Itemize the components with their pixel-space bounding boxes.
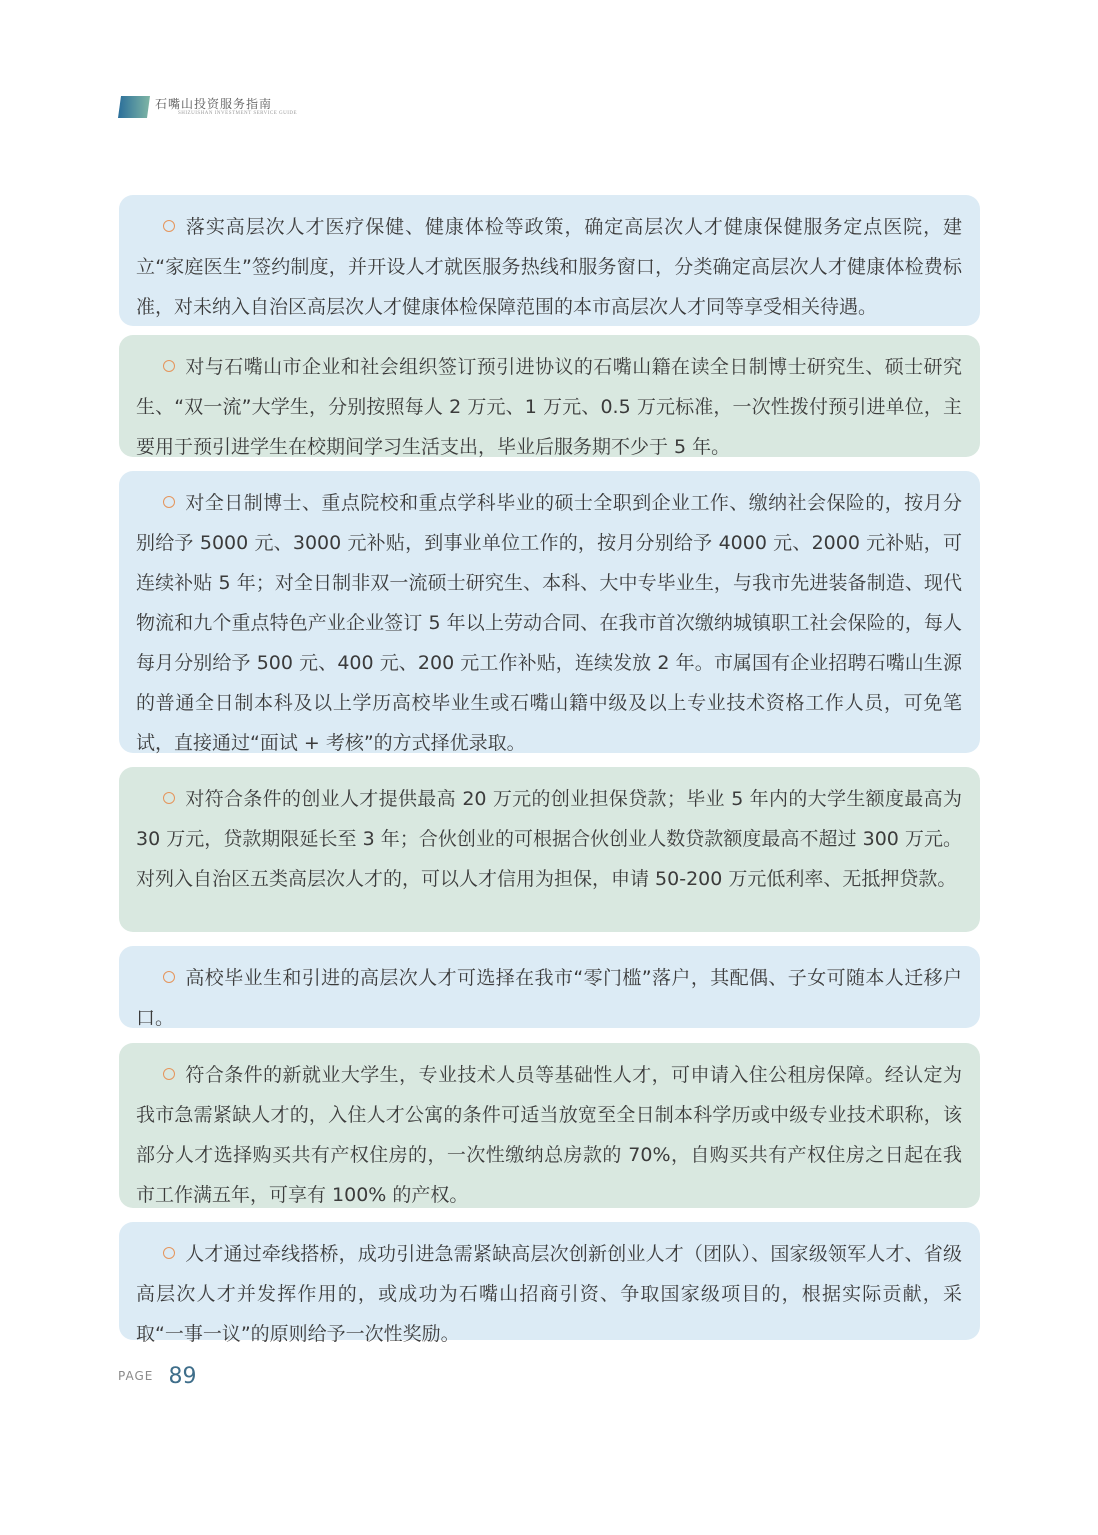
circle-bullet-icon — [163, 1247, 175, 1259]
policy-item — [119, 1222, 980, 1345]
policy-text-block — [136, 207, 962, 327]
header-title: 石嘴山投资服务指南 — [155, 97, 273, 111]
policy-item — [119, 335, 980, 457]
policy-text-block — [136, 483, 962, 763]
page-number: 89 — [168, 1364, 197, 1389]
policy-text-block — [136, 1055, 962, 1215]
policy-text: 人才通过牵线搭桥，成功引进急需紧缺高层次创新创业人才（团队）、国家级领军人才、省级高层次人才并发挥作用的，或成功为石嘴山招商引资、争取国家级项目的，根据实际贡献，采取“一事一议”的原则给予一次性奖励。 — [136, 1243, 962, 1345]
circle-bullet-icon — [163, 360, 175, 372]
policy-item — [119, 195, 980, 326]
circle-bullet-icon — [163, 792, 175, 804]
page-label: PAGE — [118, 1369, 154, 1383]
policy-text: 高校毕业生和引进的高层次人才可选择在我市“零门槛”落户，其配偶、子女可随本人迁移户口。 — [136, 967, 962, 1029]
policy-item — [119, 767, 980, 932]
policy-text-block — [136, 958, 962, 1038]
policy-text: 对全日制博士、重点院校和重点学科毕业的硕士全职到企业工作、缴纳社会保险的，按月分别给予 5000 元、3000 元补贴，到事业单位工作的，按月分别给予 4000 元、2000 元补贴，可连续补贴 5 年；对全日制非双一流硕士研究生、本科、大中专毕业生，与我市先进装备制造、现代物流和九个重点特色产业企业签订 5 年以上劳动合同、在我市首次缴纳城镇职工社会保险的，每人每月分别给予 500 元、400 元、200 元工作补贴，连续发放 2 年。市属国有企业招聘石嘴山生源的普通全日制本科及以上学历高校毕业生或石嘴山籍中级及以上专业技术资格工作人员，可免笔试，直接通过“面试 + 考核”的方式择优录取。 — [136, 492, 962, 754]
policy-text-block — [136, 1234, 962, 1354]
policy-text-block — [136, 347, 962, 467]
policy-item — [119, 471, 980, 753]
circle-bullet-icon — [163, 220, 175, 232]
page-header — [118, 94, 438, 120]
policy-text-block — [136, 779, 962, 899]
header-logo-icon — [118, 96, 150, 118]
circle-bullet-icon — [163, 496, 175, 508]
header-subtitle: SHIZUISHAN INVESTMENT SERVICE GUIDE — [178, 111, 298, 116]
circle-bullet-icon — [163, 971, 175, 983]
page-footer — [118, 1364, 196, 1390]
policy-text: 落实高层次人才医疗保健、健康体检等政策，确定高层次人才健康保健服务定点医院，建立“家庭医生”签约制度，并开设人才就医服务热线和服务窗口，分类确定高层次人才健康体检费标准，对未纳入自治区高层次人才健康体检保障范围的本市高层次人才同等享受相关待遇。 — [136, 216, 962, 318]
policy-text: 对符合条件的创业人才提供最高 20 万元的创业担保贷款；毕业 5 年内的大学生额度最高为 30 万元，贷款期限延长至 3 年；合伙创业的可根据合伙创业人数贷款额度最高不超过 300 万元。对列入自治区五类高层次人才的，可以人才信用为担保，申请 50-200 万元低利率、无抵押贷款。 — [136, 788, 962, 890]
circle-bullet-icon — [163, 1068, 175, 1080]
policy-text: 符合条件的新就业大学生，专业技术人员等基础性人才，可申请入住公租房保障。经认定为我市急需紧缺人才的，入住人才公寓的条件可适当放宽至全日制本科学历或中级专业技术职称，该部分人才选择购买共有产权住房的，一次性缴纳总房款的 70%，自购买共有产权住房之日起在我市工作满五年，可享有 100% 的产权。 — [136, 1064, 962, 1206]
policy-text: 对与石嘴山市企业和社会组织签订预引进协议的石嘴山籍在读全日制博士研究生、硕士研究生、“双一流”大学生，分别按照每人 2 万元、1 万元、0.5 万元标准，一次性拨付预引进单位，主要用于预引进学生在校期间学习生活支出，毕业后服务期不少于 5 年。 — [136, 356, 962, 458]
policy-item — [119, 946, 980, 1028]
policy-item — [119, 1043, 980, 1208]
